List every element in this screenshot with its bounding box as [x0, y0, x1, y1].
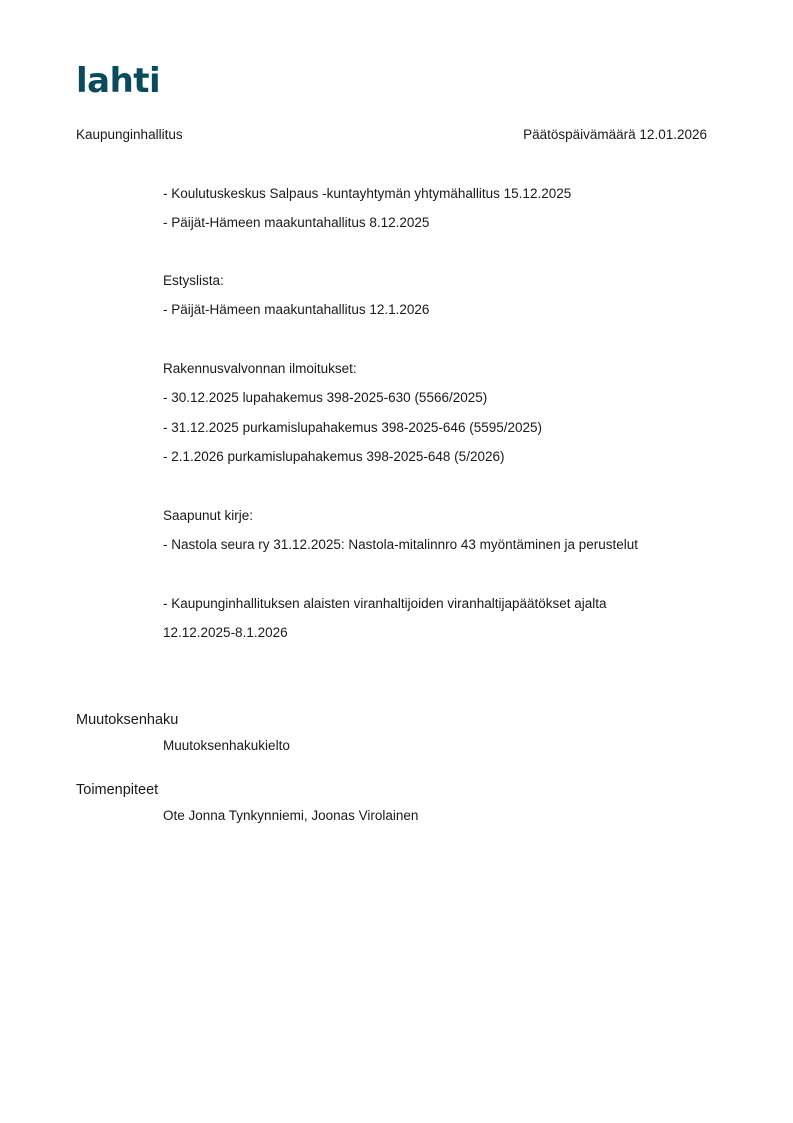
lahti-logo: lahti [76, 61, 161, 101]
building-notice-item: - 2.1.2026 purkamislupahakemus 398-2025-648 (5/2026) [163, 449, 505, 464]
office-holder-decisions: - Kaupunginhallituksen alaisten viranhaltijoiden viranhaltijapäätökset ajalta [163, 596, 607, 611]
proposal-list-item: - Päijät-Hämeen maakuntahallitus 12.1.2026 [163, 302, 430, 317]
minutes-item: - Päijät-Hämeen maakuntahallitus 8.12.2025 [163, 215, 430, 230]
decision-date: Päätöspäivämäärä 12.01.2026 [523, 127, 707, 142]
building-notice-item: - 30.12.2025 lupahakemus 398-2025-630 (5566/2025) [163, 390, 488, 405]
proposal-list-title: Estyslista: [163, 273, 224, 288]
actions-text: Ote Jonna Tynkynniemi, Joonas Virolainen [163, 808, 419, 823]
organ-name: Kaupunginhallitus [76, 127, 183, 142]
office-holder-decisions-period: 12.12.2025-8.1.2026 [163, 625, 288, 640]
appeal-heading: Muutoksenhaku [76, 712, 179, 728]
building-notices-title: Rakennusvalvonnan ilmoitukset: [163, 361, 357, 376]
building-notice-item: - 31.12.2025 purkamislupahakemus 398-2025-646 (5595/2025) [163, 420, 543, 435]
actions-heading: Toimenpiteet [76, 782, 159, 798]
minutes-item: - Koulutuskeskus Salpaus -kuntayhtymän yhtymähallitus 15.12.2025 [163, 186, 572, 201]
received-letter-item: - Nastola seura ry 31.12.2025: Nastola-mitalinnro 43 myöntäminen ja perustelut [163, 537, 638, 552]
received-letter-title: Saapunut kirje: [163, 508, 254, 523]
appeal-text: Muutoksenhakukielto [163, 738, 290, 753]
